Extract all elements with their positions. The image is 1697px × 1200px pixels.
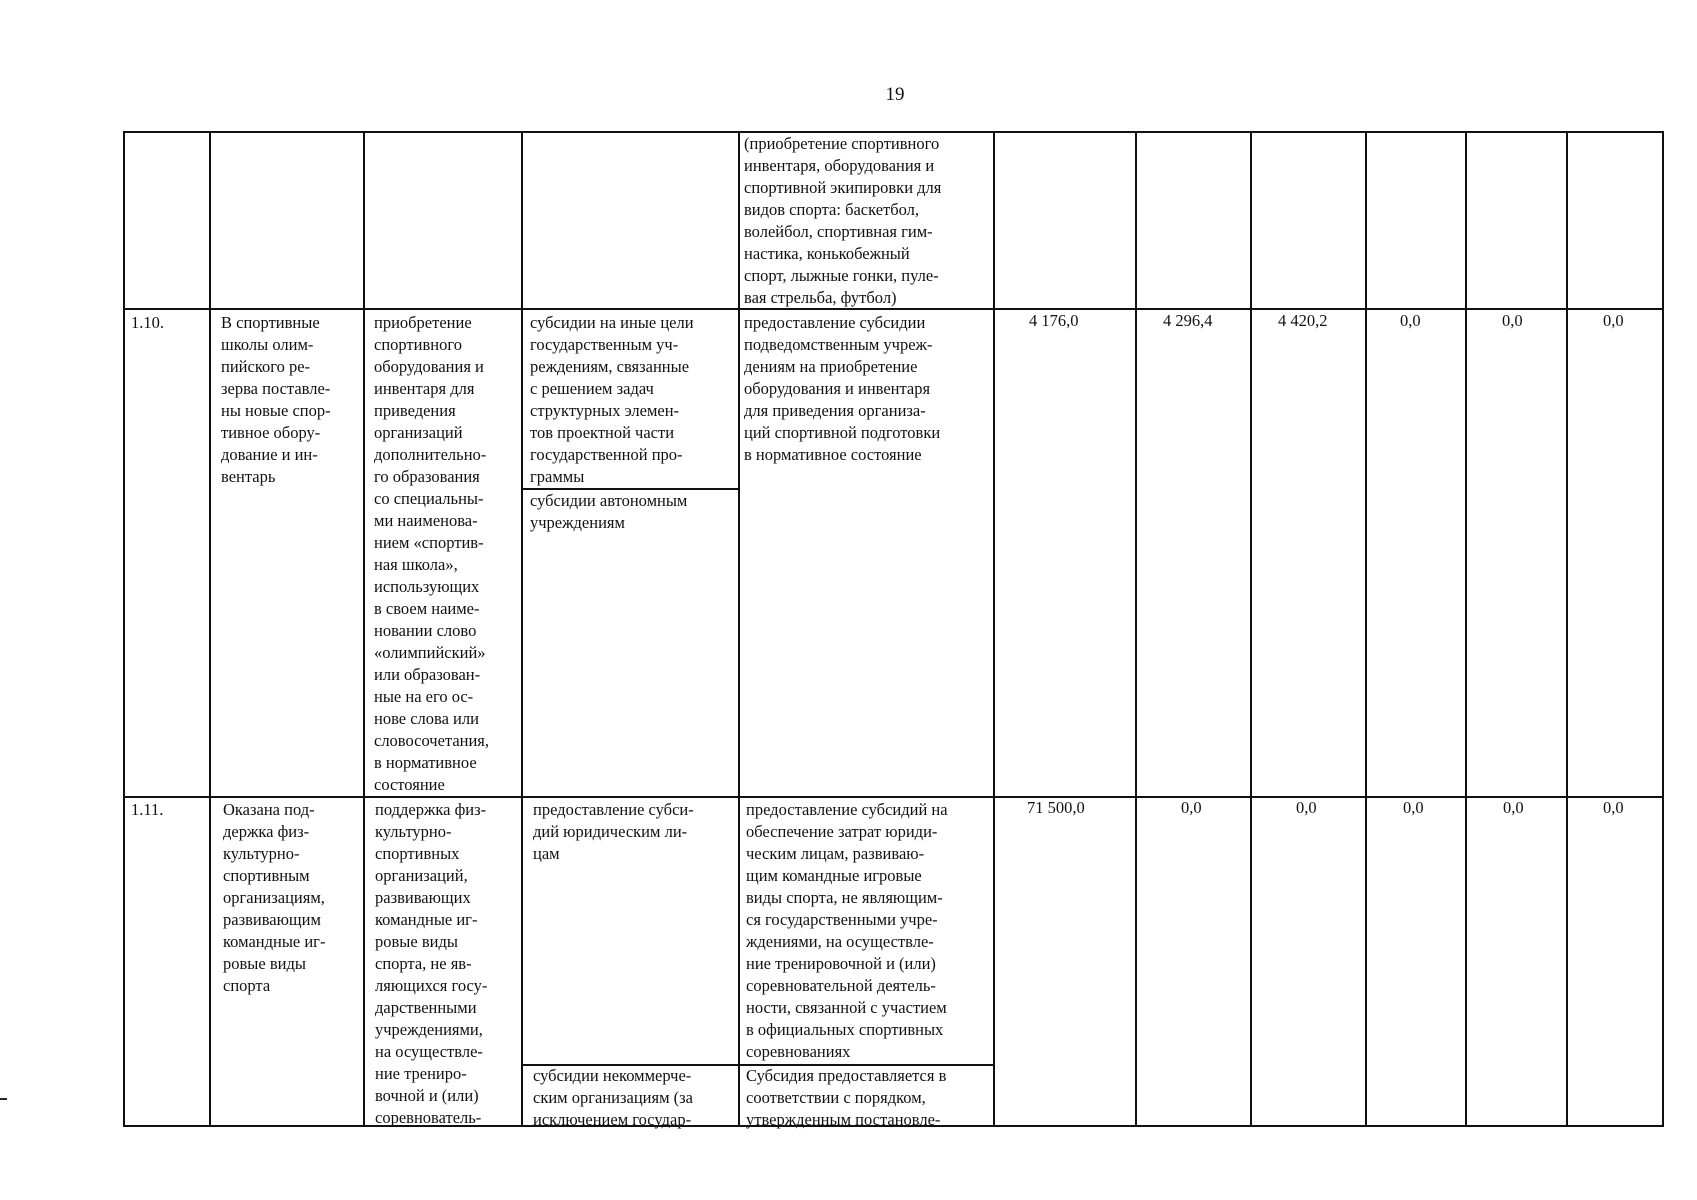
row-description: предоставление субсидии подведомственным учреж- дениям на приобретение оборудования и инвентаря для приведения организа- ций спортивной подготовки в нормативное состояние [744, 313, 941, 464]
row-value-4: 0,0 [1403, 798, 1424, 817]
row-value-1: 4 176,0 [1029, 311, 1079, 330]
row-result: В спортивные школы олим- пийского ре- зерва поставле- ны новые спор- тивное обору- дование и ин- вентарь [221, 313, 331, 486]
continuation-description: (приобретение спортивного инвентаря, оборудования и спортивной экипировки для видов спорта: баскетбол, волейбол, спортивная гим- настика, конькобежный спорт, лыжные гонки, пуле- вая стрельба, футбол) [744, 134, 942, 307]
row-value-2: 4 296,4 [1163, 311, 1213, 330]
row-value-2: 0,0 [1181, 798, 1202, 817]
row-expenditure-type: предоставление субси- дий юридическим ли- цам [533, 800, 694, 863]
row-number: 1.10. [131, 313, 164, 332]
row-expenditure-type: субсидии на иные цели государственным уч- реждениям, связанные с решением задач структурных элемен- тов проектной части государственной про- граммы [530, 313, 694, 486]
page-number: 19 [885, 84, 905, 105]
row-value-4: 0,0 [1400, 311, 1421, 330]
table-column-divider [993, 131, 995, 1127]
table-column-divider [738, 131, 740, 1127]
table-row-divider [123, 796, 1664, 798]
row-description-secondary: Субсидия предоставляется в соответствии с порядком, утвержденным постановле- [746, 1066, 947, 1129]
row-value-1: 71 500,0 [1027, 798, 1085, 817]
row-expenditure-type-secondary: субсидии автономным учреждениям [530, 491, 688, 532]
row-value-6: 0,0 [1603, 311, 1624, 330]
table-column-divider [363, 131, 365, 1127]
table-column-divider [1465, 131, 1467, 1127]
row-value-3: 4 420,2 [1278, 311, 1328, 330]
row-activity: поддержка физ- культурно- спортивных организаций, развивающих командные иг- ровые виды спорта, не яв- ляющихся госу- дарственными учреждениями, на осуществле- ние трениро- вочной и (или) соревнователь- [375, 800, 488, 1127]
table-column-divider [521, 131, 523, 1127]
row-value-3: 0,0 [1296, 798, 1317, 817]
table-column-divider [1135, 131, 1137, 1127]
row-result: Оказана под- держка физ- культурно- спортивным организациям, развивающим командные иг- ровые виды спорта [223, 800, 326, 995]
table-column-divider [1365, 131, 1367, 1127]
table-column-divider [1566, 131, 1568, 1127]
row-value-5: 0,0 [1502, 311, 1523, 330]
row-description: предоставление субсидий на обеспечение затрат юриди- ческим лицам, развиваю- щим командные игровые виды спорта, не являющим- ся государственными учре- ждениями, на осуществле- ние тренировочной и (или) соревновательной деятель- ности, связанной с участием в официальных спортивных соревнованиях [746, 800, 948, 1061]
row-activity: приобретение спортивного оборудования и инвентаря для приведения организаций дополнительно- го образования со специальны- ми наименова- нием «спортив- ная школа», использующих в своем наиме- новании слово «олимпийский» или образован- ные на его ос- нове слова или словосочетания, в нормативное состояние [374, 313, 490, 794]
table-column-divider [1250, 131, 1252, 1127]
row-value-5: 0,0 [1503, 798, 1524, 817]
margin-mark [0, 1098, 7, 1100]
row-number: 1.11. [131, 800, 164, 819]
row-expenditure-type-secondary: субсидии некоммерче- ским организациям (за исключением государ- [533, 1066, 693, 1129]
row-value-6: 0,0 [1603, 798, 1624, 817]
table-column-divider [209, 131, 211, 1127]
